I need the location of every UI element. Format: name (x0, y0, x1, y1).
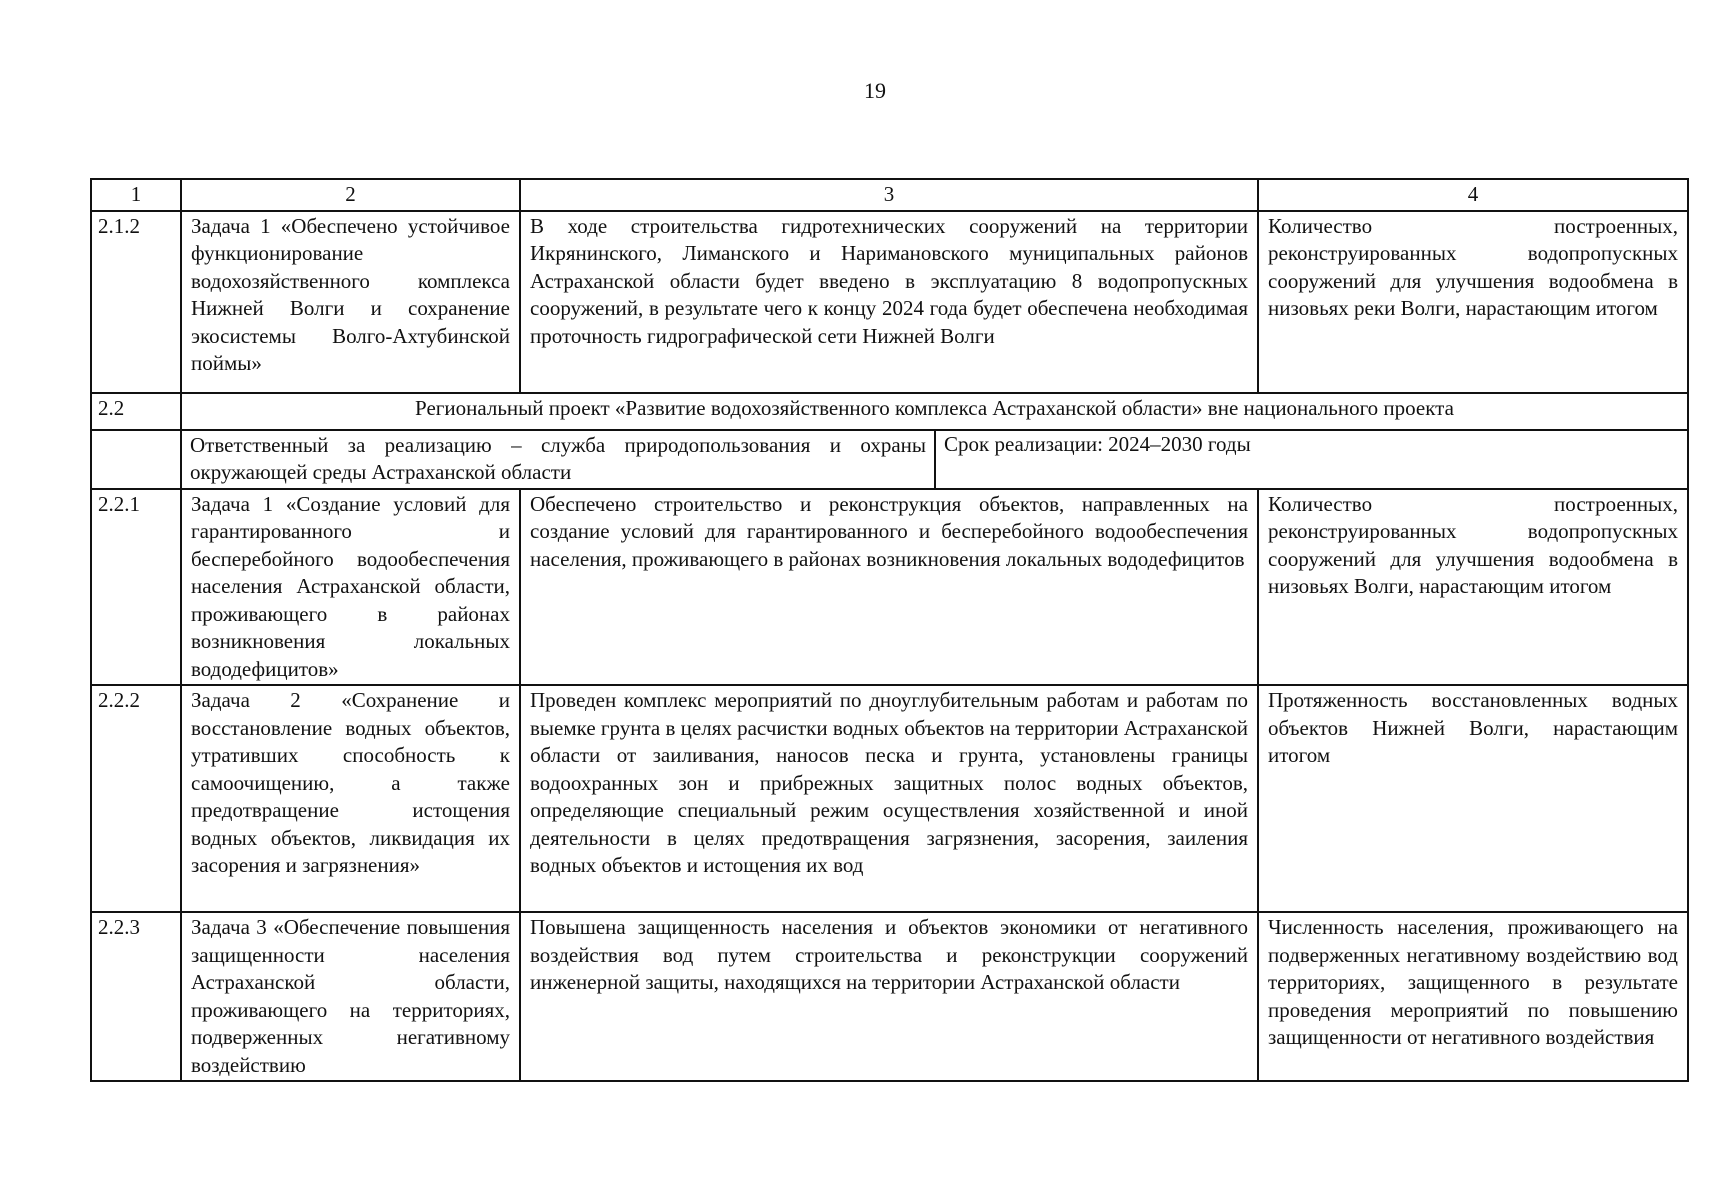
table-row-2-2-2 (91, 685, 1688, 912)
table-row-2-2-responsible (91, 430, 1688, 489)
empty-cell (91, 430, 181, 489)
responsible-text: Ответственный за реализацию – служба природопользования и охраны окружающей среды Астраханской области (182, 431, 935, 488)
header-col-3: 3 (520, 179, 1258, 211)
indicator-text: Численность населения, проживающего на подверженных негативному воздействию вод территориях, защищенного в результате проведения мероприятий по повышению защищенности от негативного воздействия (1268, 915, 1678, 1049)
row-number: 2.2.3 (91, 912, 181, 1081)
task-cell: Задача 1 «Создание условий для гарантированного и бесперебойного водообеспечения населения Астраханской области, проживающего в районах возникновения локальных вододефицитов» (181, 489, 520, 686)
row-number: 2.2 (91, 393, 181, 430)
indicator-cell (1258, 912, 1688, 1081)
responsible-inner (182, 431, 1687, 488)
table-row-2-2-1 (91, 489, 1688, 686)
result-cell: Обеспечено строительство и реконструкция объектов, направленных на создание условий для гарантированного и бесперебойного водообеспечения населения, проживающего в районах возникновения локальных вододефицитов (520, 489, 1258, 686)
result-cell (520, 912, 1258, 1081)
task-text: Задача 3 «Обеспечение повышения защищенности населения Астраханской области, проживающего на территориях, подверженных негативному воздействию (191, 915, 510, 1077)
row-number: 2.1.2 (91, 211, 181, 393)
program-table (90, 178, 1689, 1082)
table-row-2-2 (91, 393, 1688, 430)
task-cell: Задача 2 «Сохранение и восстановление водных объектов, утративших способность к самоочищению, а также предотвращение истощения водных объектов, ликвидация их засорения и загрязнения» (181, 685, 520, 912)
table-row-2-2-3 (91, 912, 1688, 1081)
result-cell: Проведен комплекс мероприятий по дноуглубительным работам и работам по выемке грунта в целях расчистки водных объектов на территории Астраханской области от заиливания, наносов песка и грунта, установлены границы водоохранных зон и прибрежных защитных полос водных объектов, определяющие специальный режим осуществления хозяйственной и иной деятельности в целях предотвращения загрязнения, засорения, заиления водных объектов и истощения их вод (520, 685, 1258, 912)
task-cell: Задача 1 «Обеспечено устойчивое функционирование водохозяйственного комплекса Нижней Волги и сохранение экосистемы Волго-Ахтубинской поймы» (181, 211, 520, 393)
responsible-cell (181, 430, 1688, 489)
header-col-4: 4 (1258, 179, 1688, 211)
table-row-2-1-2 (91, 211, 1688, 393)
indicator-cell: Количество построенных, реконструированных водопропускных сооружений для улучшения водообмена в низовьях реки Волги, нарастающим итогом (1258, 211, 1688, 393)
page-number: 19 (864, 78, 886, 103)
indicator-cell: Протяженность восстановленных водных объектов Нижней Волги, нарастающим итогом (1258, 685, 1688, 912)
header-col-1: 1 (91, 179, 181, 211)
row-number: 2.2.2 (91, 685, 181, 912)
result-text: Повышена защищенность населения и объектов экономики от негативного воздействия вод путем строительства и реконструкции сооружений инженерной защиты, находящихся на территории Астраханской области (530, 915, 1248, 994)
row-number: 2.2.1 (91, 489, 181, 686)
project-title: Региональный проект «Развитие водохозяйственного комплекса Астраханской области» вне национального проекта (181, 393, 1688, 430)
term-text: Срок реализации: 2024–2030 годы (944, 431, 1251, 456)
task-cell (181, 912, 520, 1081)
result-cell: В ходе строительства гидротехнических сооружений на территории Икрянинского, Лиманского и Наримановского муниципальных районов Астраханской области будет введено в эксплуатацию 8 водопропускных сооружений, в результате чего к концу 2024 года будет обеспечена необходимая проточность гидрографической сети Нижней Волги (520, 211, 1258, 393)
indicator-cell: Количество построенных, реконструированных водопропускных сооружений для улучшения водообмена в низовьях Волги, нарастающим итогом (1258, 489, 1688, 686)
table-header-row (91, 179, 1688, 211)
header-col-2: 2 (181, 179, 520, 211)
